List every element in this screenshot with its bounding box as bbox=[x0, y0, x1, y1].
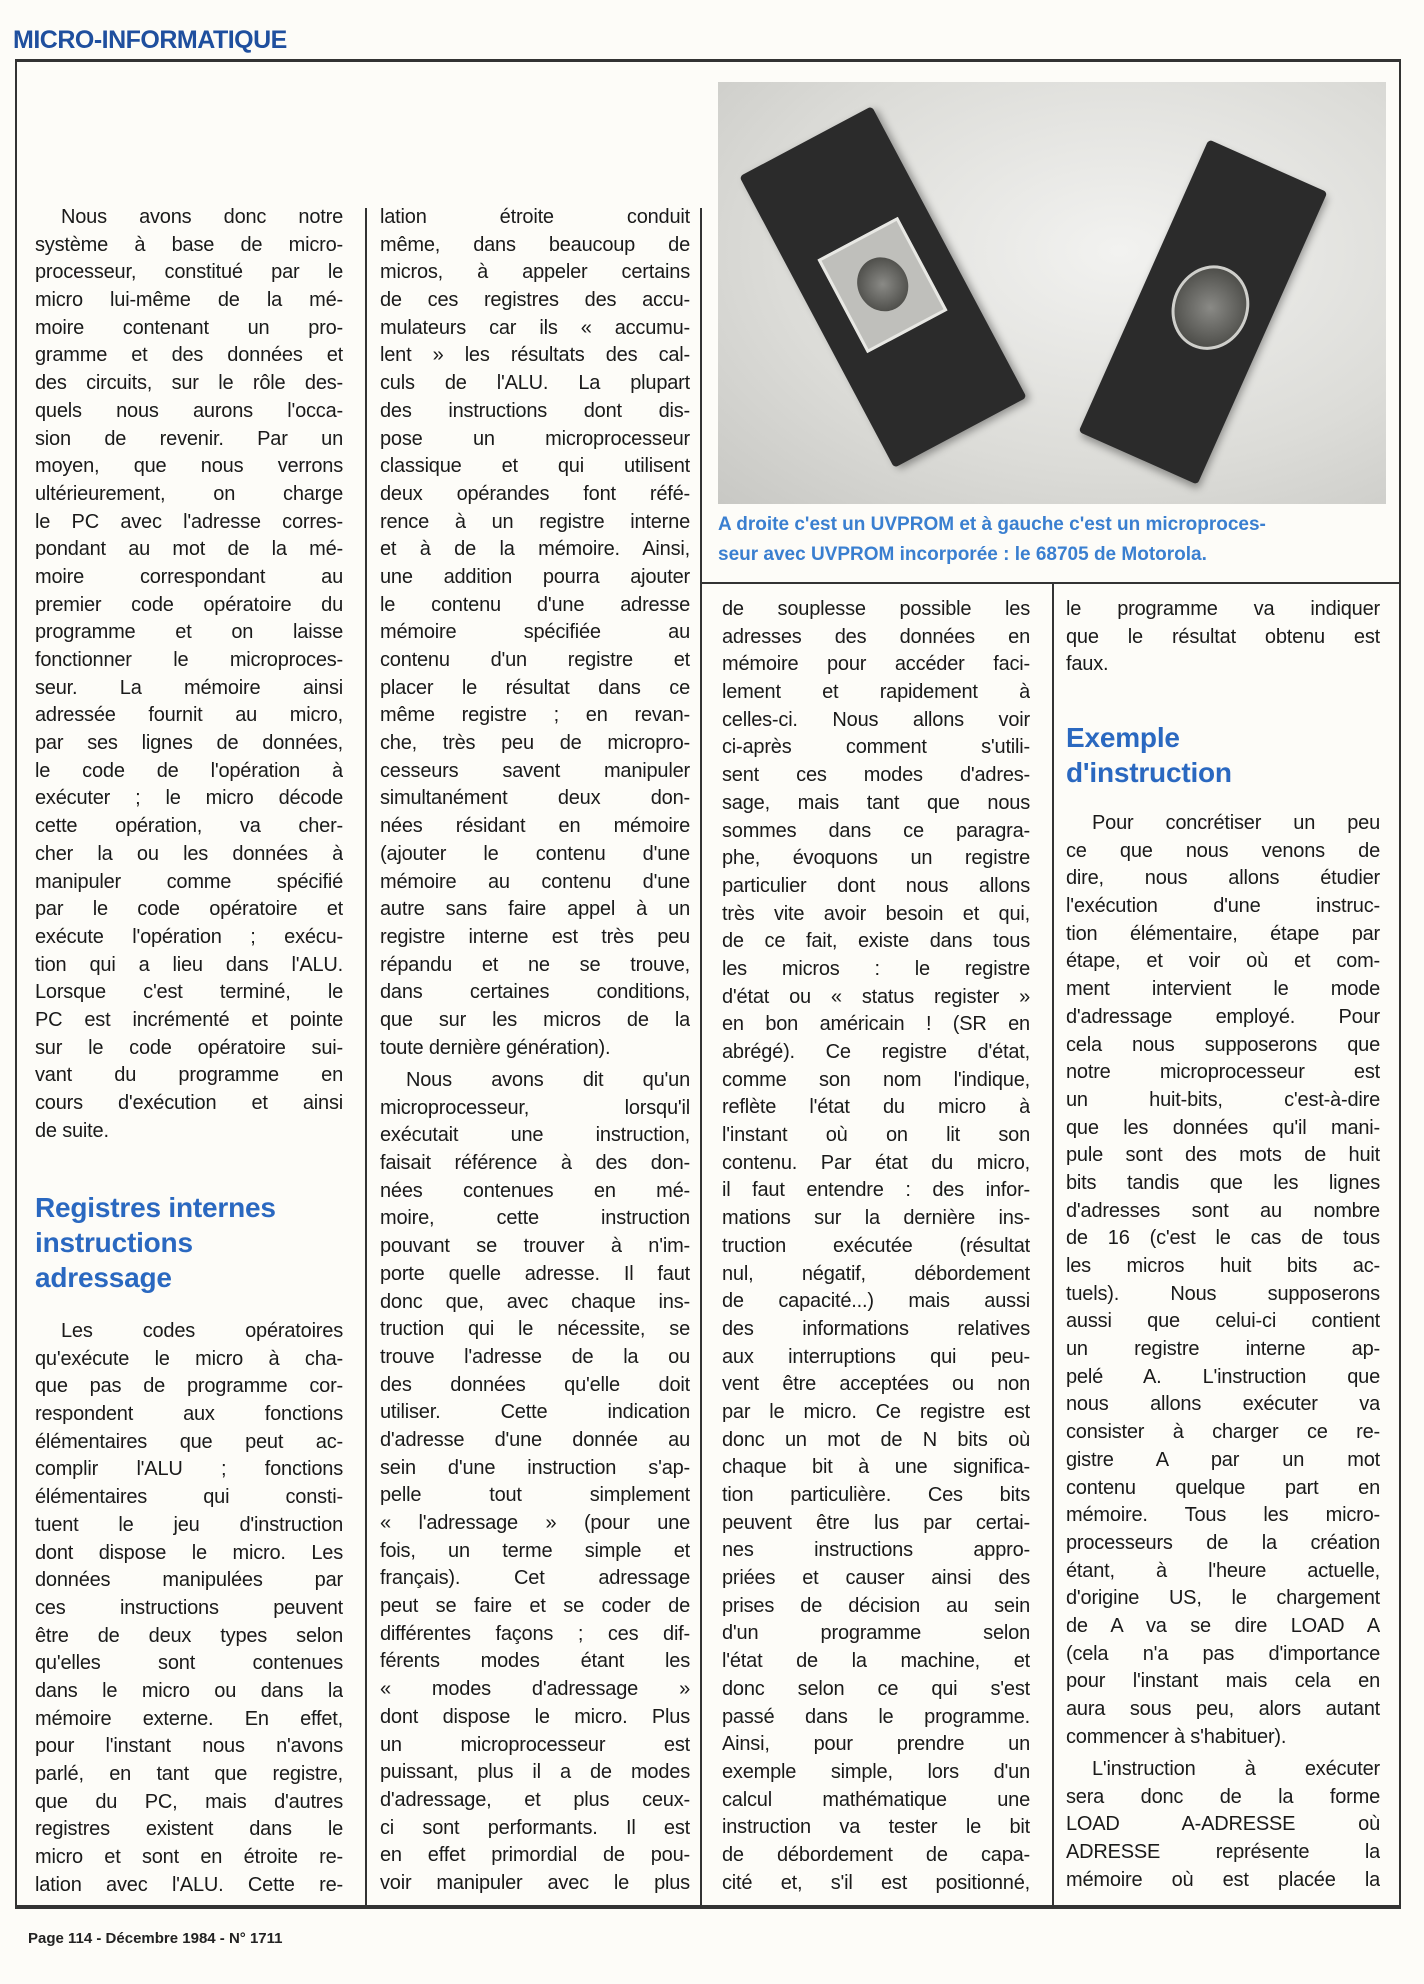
text-line: pour l'instant mais cela en bbox=[1066, 1670, 1380, 1693]
eprom-chips-photo bbox=[718, 82, 1386, 504]
text-line: sein d'une instruction s'ap- bbox=[380, 1456, 690, 1479]
caption-divider bbox=[700, 582, 1401, 584]
text-line: de capacité...) mais aussi bbox=[722, 1290, 1030, 1313]
text-line: puissant, plus il a de modes bbox=[380, 1761, 690, 1784]
text-line: registre interne est très peu bbox=[380, 925, 690, 948]
section-title: MICRO-INFORMATIQUE bbox=[13, 26, 287, 54]
text-line: aussi que celui-ci contient bbox=[1066, 1310, 1380, 1333]
text-line: dont dispose le micro. Plus bbox=[380, 1705, 690, 1728]
text-line: qu'exécute le micro à cha- bbox=[35, 1347, 343, 1370]
column-divider bbox=[700, 208, 702, 1909]
paragraph bbox=[1066, 1756, 1380, 1894]
text-line: simultanément deux don- bbox=[380, 787, 690, 810]
text-line: que les données qu'il mani- bbox=[1066, 1116, 1380, 1139]
page-footer: Page 114 - Décembre 1984 - N° 1711 bbox=[28, 1930, 283, 1947]
text-line: des circuits, sur le rôle des- bbox=[35, 372, 343, 395]
text-line: le programme va indiquer bbox=[1066, 598, 1380, 620]
text-line: le PC avec l'adresse corres- bbox=[35, 510, 343, 533]
text-line: de 16 (c'est le cas de tous bbox=[1066, 1227, 1380, 1250]
text-line: faux. bbox=[1066, 653, 1109, 676]
text-line: être de deux types selon bbox=[35, 1624, 343, 1647]
text-line: LOAD A-ADRESSE où bbox=[1066, 1813, 1380, 1836]
paragraph bbox=[35, 204, 343, 1145]
text-line: dans le micro ou dans la bbox=[35, 1679, 343, 1702]
text-line: d'origine US, le chargement bbox=[1066, 1587, 1380, 1610]
text-line: celles-ci. Nous allons voir bbox=[722, 708, 1030, 731]
heading-line: instructions bbox=[35, 1227, 193, 1258]
text-line: complir l'ALU ; fonctions bbox=[35, 1458, 343, 1481]
text-line: de débordement de capa- bbox=[722, 1843, 1030, 1866]
caption-line: A droite c'est un UVPROM et à gauche c'est un microproces- bbox=[718, 514, 1266, 535]
text-line: ces instructions peuvent bbox=[35, 1596, 343, 1619]
text-line: (cela n'a pas d'importance bbox=[1066, 1642, 1380, 1665]
text-line: aux interruptions qui peu- bbox=[722, 1345, 1030, 1368]
text-line: vant du programme en bbox=[35, 1064, 343, 1087]
text-line: mulateurs car ils « accumu- bbox=[380, 316, 690, 339]
text-line: mémoire pour accéder faci- bbox=[722, 653, 1030, 676]
text-line: moire contenant un pro- bbox=[35, 316, 343, 339]
text-line: seur. La mémoire ainsi bbox=[35, 676, 343, 699]
text-line: Pour concrétiser un peu bbox=[1092, 812, 1380, 834]
heading-line: d'instruction bbox=[1066, 757, 1232, 788]
text-line: pose un microprocesseur bbox=[380, 427, 690, 450]
paragraph bbox=[35, 1318, 343, 1899]
text-line: Nous avons donc notre bbox=[61, 206, 343, 228]
text-line: sur le code opératoire sui- bbox=[35, 1036, 343, 1059]
text-line: voir manipuler avec le plus bbox=[380, 1871, 690, 1894]
text-line: et à de la mémoire. Ainsi, bbox=[380, 538, 690, 561]
text-line: mémoire au contenu d'une bbox=[380, 870, 690, 893]
text-line: fois, un terme simple et bbox=[380, 1539, 690, 1562]
text-line: pour l'instant nous n'avons bbox=[35, 1735, 343, 1758]
text-line: par le code opératoire et bbox=[35, 898, 343, 921]
text-line: que sur les micros de la bbox=[380, 1008, 690, 1031]
text-line: dont dispose le micro. Les bbox=[35, 1541, 343, 1564]
text-line: pule sont des mots de huit bbox=[1066, 1144, 1380, 1167]
text-line: ci-après comment s'utili- bbox=[722, 736, 1030, 759]
text-line: programme et on laisse bbox=[35, 621, 343, 644]
text-line: il faut entendre : des infor- bbox=[722, 1179, 1030, 1202]
text-line: consister à charger ce re- bbox=[1066, 1421, 1380, 1444]
text-line: les micros huit bits ac- bbox=[1066, 1255, 1380, 1277]
text-line: d'adresses sont au nombre bbox=[1066, 1199, 1380, 1222]
text-line: Nous avons dit qu'un bbox=[406, 1069, 690, 1091]
text-line: priées et causer ainsi des bbox=[722, 1567, 1030, 1590]
text-line: micros, à appeler certains bbox=[380, 261, 690, 284]
text-line: « l'adressage » (pour une bbox=[380, 1512, 690, 1534]
text-line: gramme et des données et bbox=[35, 344, 343, 367]
text-line: nées résidant en mémoire bbox=[380, 815, 690, 838]
text-line: truction exécutée (résultat bbox=[722, 1234, 1030, 1257]
text-line: pelé A. L'instruction que bbox=[1066, 1365, 1380, 1388]
text-line: étape, et voir où et com- bbox=[1066, 950, 1380, 973]
text-line: tuels). Nous supposerons bbox=[1066, 1282, 1380, 1305]
text-line: che, très peu de micropro- bbox=[380, 732, 690, 755]
text-line: toute dernière génération). bbox=[380, 1036, 611, 1059]
text-line: dire, nous allons étudier bbox=[1066, 867, 1380, 890]
text-line: pouvant se trouver à n'im- bbox=[380, 1235, 690, 1258]
text-line: dans certaines conditions, bbox=[380, 981, 690, 1004]
text-line: trouve l'adresse de la ou bbox=[380, 1345, 690, 1368]
text-line: bits tandis que les lignes bbox=[1066, 1171, 1380, 1194]
text-line: pelle tout simplement bbox=[380, 1484, 690, 1507]
uvprom-chip bbox=[1079, 139, 1328, 484]
text-line: système à base de micro- bbox=[35, 233, 343, 256]
text-line: adressée fournit au micro, bbox=[35, 704, 343, 727]
text-line: classique et qui utilisent bbox=[380, 455, 690, 478]
text-line: moyen, que nous verrons bbox=[35, 455, 343, 478]
text-line: français). Cet adressage bbox=[380, 1567, 690, 1590]
text-line: mémoire où est placée la bbox=[1066, 1868, 1380, 1891]
section-heading bbox=[1066, 720, 1380, 790]
text-line: respondent aux fonctions bbox=[35, 1403, 343, 1426]
text-line: des instructions dont dis- bbox=[380, 399, 690, 422]
text-line: étant, à l'heure actuelle, bbox=[1066, 1559, 1380, 1582]
text-line: lation étroite conduit bbox=[380, 206, 690, 228]
text-line: moire, cette instruction bbox=[380, 1207, 690, 1230]
text-line: de ce fait, existe dans tous bbox=[722, 930, 1030, 953]
text-line: par ses lignes de données, bbox=[35, 732, 343, 755]
text-line: chaque bit à une significa- bbox=[722, 1456, 1030, 1479]
text-line: vent être acceptées ou non bbox=[722, 1373, 1030, 1396]
text-line: donc un mot de N bits où bbox=[722, 1428, 1030, 1451]
caption-line: seur avec UVPROM incorporée : le 68705 de Motorola. bbox=[718, 544, 1207, 565]
text-line: nées contenues en mé- bbox=[380, 1179, 690, 1202]
text-line: comme son nom l'indique, bbox=[722, 1068, 1030, 1091]
text-line: de ces registres des accu- bbox=[380, 289, 690, 312]
text-line: utiliser. Cette indication bbox=[380, 1401, 690, 1424]
text-line: répandu et ne se trouve, bbox=[380, 953, 690, 976]
chip-window bbox=[817, 217, 947, 353]
text-line: processeurs de la création bbox=[1066, 1531, 1380, 1554]
text-line: commencer à s'habituer). bbox=[1066, 1725, 1287, 1748]
text-line: lation avec l'ALU. Cette re- bbox=[35, 1873, 343, 1896]
text-line: porte quelle adresse. Il faut bbox=[380, 1262, 690, 1285]
text-line: très vite avoir besoin et qui, bbox=[722, 902, 1030, 925]
text-line: un microprocesseur est bbox=[380, 1733, 690, 1756]
column-divider bbox=[365, 208, 367, 1909]
text-line: ment intervient le mode bbox=[1066, 978, 1380, 1001]
text-line: d'adressage employé. Pour bbox=[1066, 1005, 1380, 1028]
text-line: élémentaires que peut ac- bbox=[35, 1430, 343, 1453]
text-line: (ajouter le contenu d'une bbox=[380, 842, 690, 865]
text-line: le contenu d'une adresse bbox=[380, 593, 690, 616]
text-line: données manipulées par bbox=[35, 1569, 343, 1592]
text-line: lent » les résultats des cal- bbox=[380, 344, 690, 367]
text-line: cher la ou les données à bbox=[35, 842, 343, 865]
text-line: quels nous aurons l'occa- bbox=[35, 399, 343, 422]
text-line: par le micro. Ce registre est bbox=[722, 1400, 1030, 1423]
text-line: ci sont performants. Il est bbox=[380, 1816, 690, 1839]
text-line: d'adressage, et plus ceux- bbox=[380, 1788, 690, 1811]
text-line: autre sans faire appel à un bbox=[380, 898, 690, 921]
text-line: PC est incrémenté et pointe bbox=[35, 1008, 343, 1031]
text-line: faisait référence à des don- bbox=[380, 1152, 690, 1175]
text-line: contenu d'un registre et bbox=[380, 649, 690, 671]
text-line: en bon américain ! (SR en bbox=[722, 1013, 1030, 1036]
chip-window bbox=[1158, 253, 1262, 362]
paragraph bbox=[380, 1067, 690, 1898]
text-line: les micros : le registre bbox=[722, 957, 1030, 980]
text-line: mations sur la dernière ins- bbox=[722, 1207, 1030, 1230]
text-line: parlé, en tant que registre, bbox=[35, 1763, 343, 1785]
text-line: abrégé). Ce registre d'état, bbox=[722, 1041, 1030, 1063]
text-line: exemple simple, lors d'un bbox=[722, 1760, 1030, 1783]
text-line: l'instant où on lit son bbox=[722, 1124, 1030, 1147]
text-line: Les codes opératoires bbox=[61, 1320, 343, 1342]
text-line: d'état ou « status register » bbox=[722, 985, 1030, 1008]
text-line: sera donc de la forme bbox=[1066, 1785, 1380, 1808]
text-line: cette opération, va cher- bbox=[35, 815, 343, 838]
text-line: cité et, s'il est positionné, bbox=[722, 1871, 1030, 1894]
text-line: que du PC, mais d'autres bbox=[35, 1790, 343, 1813]
text-line: tuent le jeu d'instruction bbox=[35, 1513, 343, 1536]
text-line: lement et rapidement à bbox=[722, 681, 1030, 704]
text-line: de souplesse possible les bbox=[722, 598, 1030, 620]
text-line: l'exécution d'une instruc- bbox=[1066, 895, 1380, 918]
text-line: prises de décision au sein bbox=[722, 1594, 1030, 1617]
text-line: aura sous peu, alors autant bbox=[1066, 1698, 1380, 1720]
text-line: cours d'exécution et ainsi bbox=[35, 1092, 343, 1114]
heading-line: Exemple bbox=[1066, 722, 1180, 753]
text-line: processeur, constitué par le bbox=[35, 261, 343, 284]
text-line: des informations relatives bbox=[722, 1317, 1030, 1340]
text-line: peut se faire et se coder de bbox=[380, 1595, 690, 1618]
text-line: que le résultat obtenu est bbox=[1066, 625, 1380, 648]
text-line: manipuler comme spécifié bbox=[35, 870, 343, 893]
text-line: que pas de programme cor- bbox=[35, 1375, 343, 1398]
text-line: ce que nous venons de bbox=[1066, 839, 1380, 862]
text-line: rence à un registre interne bbox=[380, 510, 690, 533]
text-line: particulier dont nous allons bbox=[722, 874, 1030, 897]
chip-die bbox=[848, 248, 918, 320]
text-line: en effet primordial de pou- bbox=[380, 1844, 690, 1867]
text-line: adresses des données en bbox=[722, 625, 1030, 648]
text-line: registres existent dans le bbox=[35, 1818, 343, 1841]
text-line: placer le résultat dans ce bbox=[380, 676, 690, 699]
heading-line: Registres internes bbox=[35, 1192, 276, 1223]
text-line: peuvent être lus par certai- bbox=[722, 1511, 1030, 1534]
text-line: « modes d'adressage » bbox=[380, 1678, 690, 1701]
text-line: ultérieurement, on charge bbox=[35, 482, 343, 505]
paragraph bbox=[380, 204, 690, 1062]
text-line: des données qu'elle doit bbox=[380, 1373, 690, 1396]
text-line: contenu. Par état du micro, bbox=[722, 1151, 1030, 1174]
text-line: exécuter ; le micro décode bbox=[35, 787, 343, 810]
text-line: calcul mathématique une bbox=[722, 1788, 1030, 1811]
text-line: phe, évoquons un registre bbox=[722, 847, 1030, 870]
paragraph bbox=[1066, 810, 1380, 1751]
text-line: sent ces modes d'adres- bbox=[722, 764, 1030, 787]
paragraph bbox=[722, 596, 1030, 1897]
text-line: même, dans beaucoup de bbox=[380, 233, 690, 256]
text-line: micro lui-même de la mé- bbox=[35, 289, 343, 312]
text-line: pondant au mot de la mé- bbox=[35, 538, 343, 561]
text-line: différentes façons ; ces dif- bbox=[380, 1622, 690, 1645]
text-line: donc selon ce qui s'est bbox=[722, 1677, 1030, 1700]
text-line: culs de l'ALU. La plupart bbox=[380, 372, 690, 395]
text-line: une addition pourra ajouter bbox=[380, 565, 690, 588]
text-line: d'un programme selon bbox=[722, 1622, 1030, 1645]
text-line: sage, mais tant que nous bbox=[722, 791, 1030, 814]
text-line: un registre interne ap- bbox=[1066, 1338, 1380, 1361]
text-line: férents modes étant les bbox=[380, 1650, 690, 1673]
text-line: moire correspondant au bbox=[35, 565, 343, 588]
text-line: donc que, avec chaque ins- bbox=[380, 1290, 690, 1313]
text-line: gistre A par un mot bbox=[1066, 1448, 1380, 1471]
text-line: cela nous supposerons que bbox=[1066, 1033, 1380, 1056]
text-line: notre microprocesseur est bbox=[1066, 1061, 1380, 1084]
text-line: élémentaires qui consti- bbox=[35, 1486, 343, 1509]
text-line: cesseurs savent manipuler bbox=[380, 759, 690, 782]
text-line: Lorsque c'est terminé, le bbox=[35, 981, 343, 1004]
text-line: fonctionner le microproces- bbox=[35, 649, 343, 671]
text-line: mémoire. Tous les micro- bbox=[1066, 1504, 1380, 1527]
text-line: sion de revenir. Par un bbox=[35, 427, 343, 450]
text-line: contenu quelque part en bbox=[1066, 1476, 1380, 1499]
text-line: de A va se dire LOAD A bbox=[1066, 1614, 1380, 1637]
text-line: nous allons exécuter va bbox=[1066, 1393, 1380, 1416]
text-line: le code de l'opération à bbox=[35, 759, 343, 782]
text-line: reflète l'état du micro à bbox=[722, 1096, 1030, 1119]
text-line: exécutait une instruction, bbox=[380, 1124, 690, 1147]
text-line: un huit-bits, c'est-à-dire bbox=[1066, 1088, 1380, 1111]
text-line: mémoire spécifiée au bbox=[380, 621, 690, 644]
text-line: nes instructions appro- bbox=[722, 1539, 1030, 1562]
text-line: sommes dans ce paragra- bbox=[722, 819, 1030, 842]
text-line: mémoire externe. En effet, bbox=[35, 1707, 343, 1730]
text-line: d'adresse d'une donnée au bbox=[380, 1428, 690, 1451]
text-line: nul, négatif, débordement bbox=[722, 1262, 1030, 1285]
text-line: tion particulière. Ces bits bbox=[722, 1484, 1030, 1506]
column-divider bbox=[1052, 582, 1054, 1909]
text-line: exécute l'opération ; exécu- bbox=[35, 925, 343, 948]
text-line: micro et sont en étroite re- bbox=[35, 1846, 343, 1869]
paragraph bbox=[1066, 596, 1380, 679]
text-line: qu'elles sont contenues bbox=[35, 1652, 343, 1675]
text-line: tion qui a lieu dans l'ALU. bbox=[35, 953, 343, 976]
text-line: passé dans le programme. bbox=[722, 1705, 1030, 1728]
text-line: L'instruction à exécuter bbox=[1092, 1758, 1380, 1780]
text-line: Ainsi, pour prendre un bbox=[722, 1733, 1030, 1756]
text-line: ADRESSE représente la bbox=[1066, 1841, 1380, 1864]
text-line: premier code opératoire du bbox=[35, 593, 343, 616]
text-line: instruction va tester le bit bbox=[722, 1816, 1030, 1839]
text-line: de suite. bbox=[35, 1119, 109, 1142]
section-heading bbox=[35, 1190, 343, 1295]
text-line: truction qui le nécessite, se bbox=[380, 1318, 690, 1341]
text-line: même registre ; en revan- bbox=[380, 704, 690, 727]
photo-caption bbox=[718, 510, 1398, 570]
text-line: tion élémentaire, étape par bbox=[1066, 922, 1380, 945]
microprocessor-chip bbox=[739, 106, 1026, 468]
text-line: microprocesseur, lorsqu'il bbox=[380, 1096, 690, 1119]
text-line: deux opérandes font réfé- bbox=[380, 482, 690, 505]
heading-line: adressage bbox=[35, 1262, 172, 1293]
text-line: l'état de la machine, et bbox=[722, 1650, 1030, 1673]
